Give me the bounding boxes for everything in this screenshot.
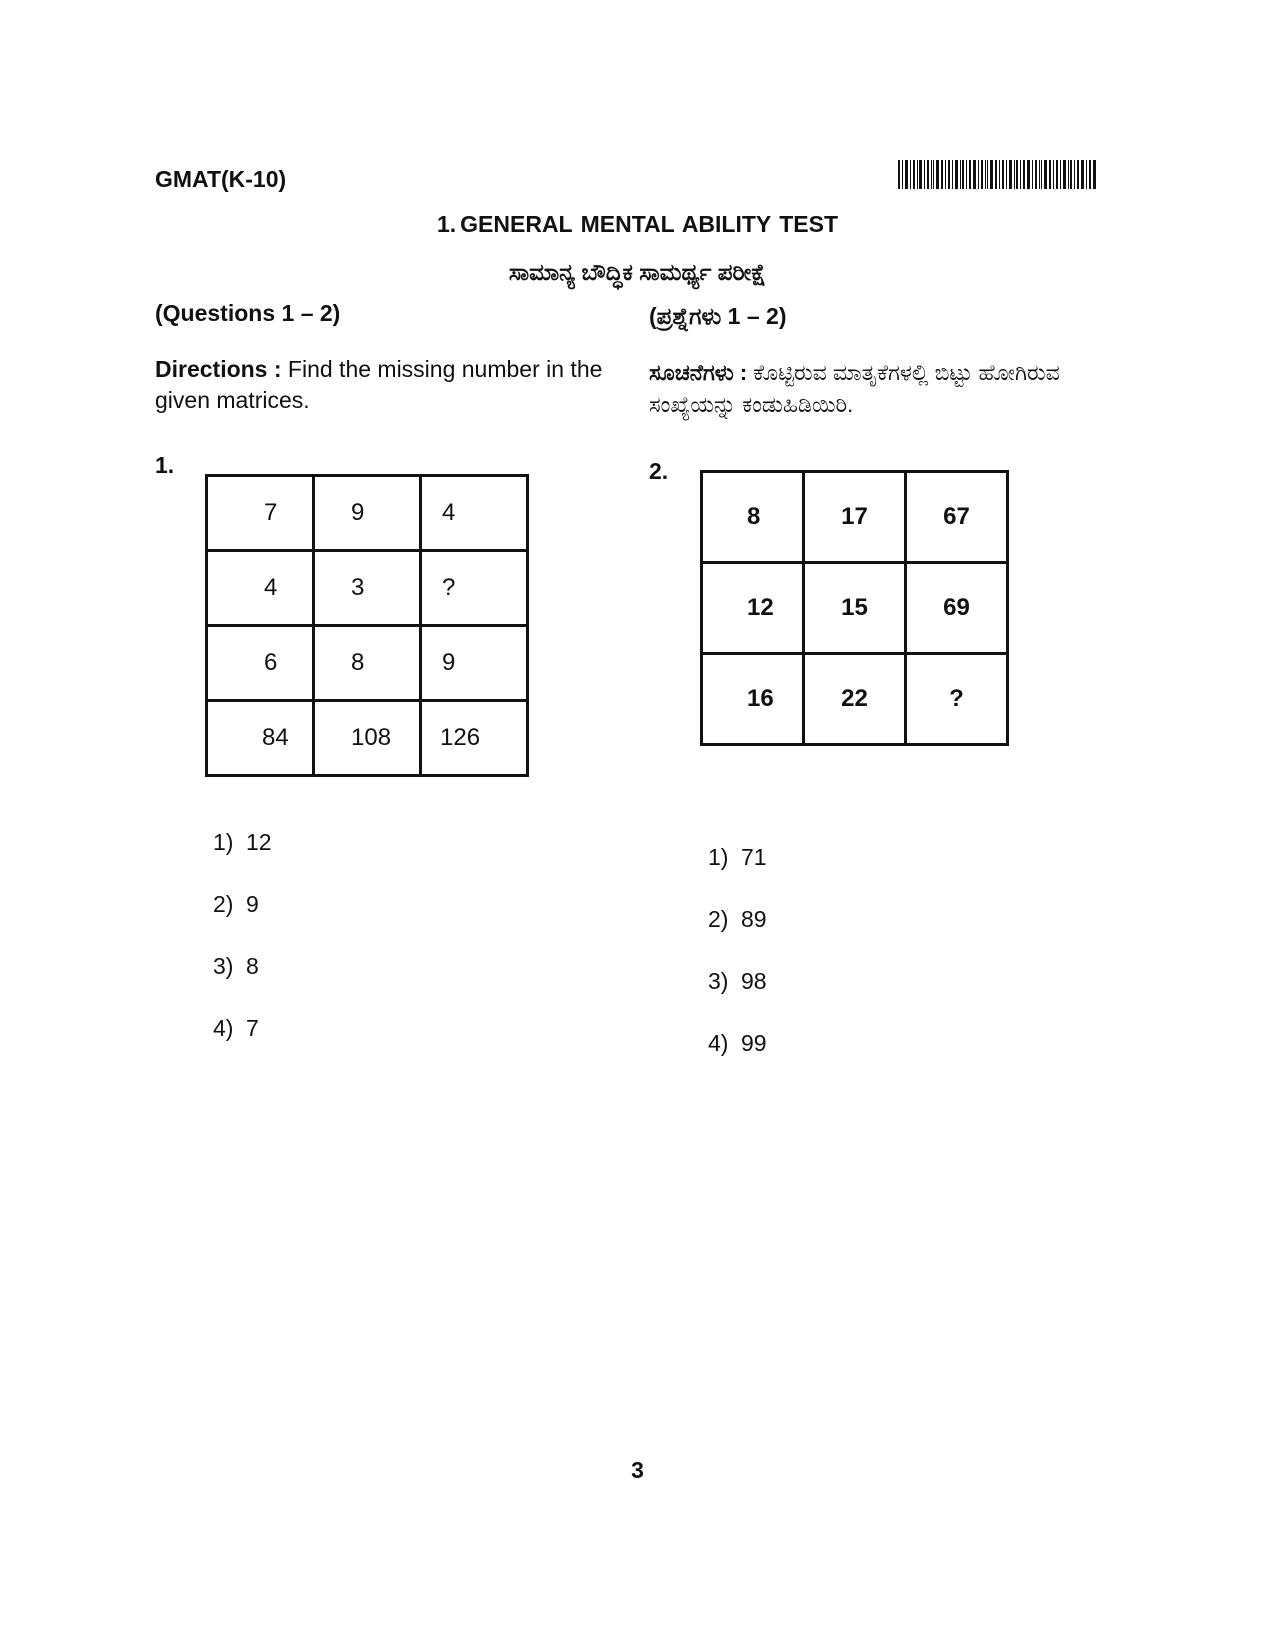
matrix-row [702,472,1008,563]
directions-kn-text: ಕೊಟ್ಟಿರುವ ಮಾತೃಕೆಗಳಲ್ಲಿ ಬಿಟ್ಟು ಹೋಗಿರುವ ಸಂಖ್ಯೆಯನ್ನು ಕಂಡುಹಿಡಿಯಿರಿ. [649,360,1060,417]
option-number: 4) [708,1030,729,1056]
option-item[interactable] [213,997,272,1059]
option-text: 89 [741,906,767,932]
matrix-row [207,626,528,701]
option-number: 3) [708,968,729,994]
matrix-cell-missing: ? [906,654,1008,745]
matrix-cell-missing: ? [421,551,528,626]
option-number: 2) [708,906,729,932]
question-1-options [213,811,272,1059]
option-item[interactable] [213,935,272,997]
directions-en [155,354,625,416]
matrix-cell: 7 [207,476,314,551]
matrix-row [702,654,1008,745]
matrix-cell: 9 [314,476,421,551]
matrix-row [702,563,1008,654]
matrix-cell: 84 [207,701,314,776]
matrix-cell: 12 [702,563,804,654]
matrix-cell: 3 [314,551,421,626]
matrix-row [207,476,528,551]
option-number: 1) [708,844,729,870]
matrix-cell: 9 [421,626,528,701]
section-title: GENERAL MENTAL ABILITY TEST [460,211,839,237]
matrix-cell: 108 [314,701,421,776]
matrix-row [207,551,528,626]
question-1-matrix [205,474,529,777]
option-item[interactable] [213,811,272,873]
matrix-cell: 15 [804,563,906,654]
directions-kn-label: ಸೂಚನೆಗಳು : [649,360,748,385]
matrix-cell: 67 [906,472,1008,563]
matrix-cell: 4 [421,476,528,551]
option-item[interactable] [708,826,767,888]
matrix-cell: 4 [207,551,314,626]
questions-range-en: (Questions 1 – 2) [155,300,341,326]
matrix-cell: 8 [702,472,804,563]
page-number: 3 [631,1457,644,1483]
directions-en-label: Directions : [155,356,282,382]
matrix-cell: 6 [207,626,314,701]
option-item[interactable] [708,1012,767,1074]
option-text: 12 [246,829,272,855]
matrix-cell: 8 [314,626,421,701]
matrix-cell: 126 [421,701,528,776]
option-number: 2) [213,891,234,917]
option-number: 1) [213,829,234,855]
directions-en-text: Find the missing number in the given matrices. [155,356,603,413]
option-text: 8 [246,953,259,979]
option-text: 7 [246,1015,259,1041]
question-2-options [708,826,767,1074]
option-text: 99 [741,1030,767,1056]
option-item[interactable] [708,888,767,950]
section-number: 1. [436,211,457,237]
page-title-kannada: ಸಾಮಾನ್ಯ ಬೌದ್ಧಿಕ ಸಾಮರ್ಥ್ಯ ಪರೀಕ್ಷೆ [508,259,767,285]
option-item[interactable] [708,950,767,1012]
barcode-icon [898,160,1096,189]
questions-range-kn: (ಪ್ರಶ್ನೆಗಳು 1 – 2) [649,303,787,329]
directions-kn [649,357,1104,421]
question-1-number: 1. [155,452,175,478]
matrix-cell: 69 [906,563,1008,654]
option-text: 98 [741,968,767,994]
page-title [0,211,1275,238]
matrix-row [207,701,528,776]
matrix-cell: 17 [804,472,906,563]
option-text: 9 [246,891,259,917]
option-text: 71 [741,844,767,870]
option-number: 3) [213,953,234,979]
option-number: 4) [213,1015,234,1041]
matrix-cell: 16 [702,654,804,745]
exam-code: GMAT(K-10) [155,166,287,192]
matrix-cell: 22 [804,654,906,745]
option-item[interactable] [213,873,272,935]
question-2-matrix [700,470,1009,746]
question-2-number: 2. [649,458,669,484]
